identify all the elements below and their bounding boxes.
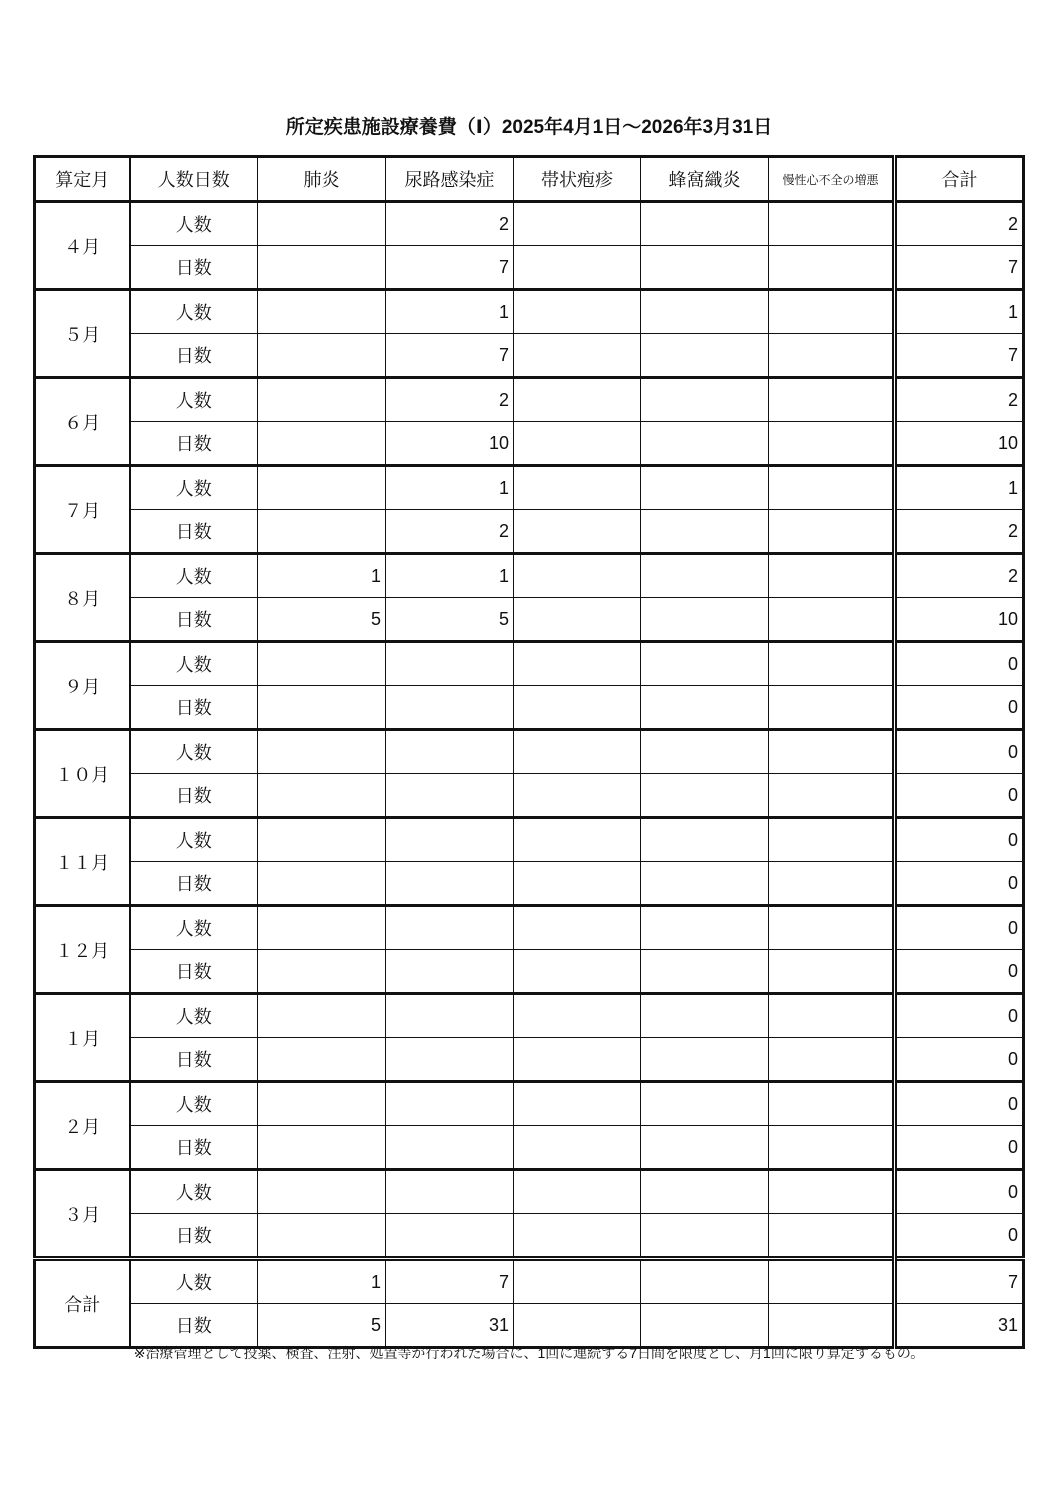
month-label: 合計 bbox=[35, 1259, 130, 1348]
month-label: １２月 bbox=[35, 906, 130, 994]
value-cell bbox=[514, 1082, 641, 1126]
value-cell bbox=[514, 422, 641, 466]
table-row bbox=[35, 290, 1024, 334]
month-label: ２月 bbox=[35, 1082, 130, 1170]
row-type-label: 人数 bbox=[130, 1170, 258, 1214]
table-row bbox=[35, 950, 1024, 994]
value-cell bbox=[769, 906, 895, 950]
column-header: 帯状疱疹 bbox=[514, 157, 641, 202]
value-cell: 5 bbox=[258, 598, 386, 642]
value-cell bbox=[258, 774, 386, 818]
value-cell bbox=[258, 246, 386, 290]
table-row bbox=[35, 1214, 1024, 1259]
month-label: ５月 bbox=[35, 290, 130, 378]
value-cell bbox=[258, 466, 386, 510]
value-cell bbox=[769, 510, 895, 554]
row-type-label: 人数 bbox=[130, 202, 258, 246]
value-cell bbox=[386, 950, 514, 994]
value-cell bbox=[769, 1304, 895, 1348]
total-cell: 7 bbox=[895, 334, 1024, 378]
value-cell: 7 bbox=[386, 1259, 514, 1304]
row-type-label: 日数 bbox=[130, 1038, 258, 1082]
row-type-label: 人数 bbox=[130, 1259, 258, 1304]
value-cell bbox=[769, 334, 895, 378]
table-row bbox=[35, 554, 1024, 598]
value-cell bbox=[258, 906, 386, 950]
value-cell bbox=[514, 202, 641, 246]
document-title: 所定疾患施設療養費（Ⅰ）2025年4月1日～2026年3月31日 bbox=[285, 117, 773, 138]
value-cell bbox=[514, 1214, 641, 1259]
value-cell bbox=[769, 202, 895, 246]
value-cell bbox=[769, 1259, 895, 1304]
value-cell bbox=[514, 466, 641, 510]
value-cell: 2 bbox=[386, 202, 514, 246]
row-type-label: 日数 bbox=[130, 598, 258, 642]
value-cell: 2 bbox=[386, 510, 514, 554]
value-cell: 1 bbox=[386, 554, 514, 598]
value-cell bbox=[641, 378, 769, 422]
table-row bbox=[35, 378, 1024, 422]
row-type-label: 日数 bbox=[130, 862, 258, 906]
value-cell bbox=[769, 686, 895, 730]
table-row bbox=[35, 906, 1024, 950]
row-type-label: 人数 bbox=[130, 642, 258, 686]
table-row bbox=[35, 862, 1024, 906]
value-cell bbox=[641, 1170, 769, 1214]
table-row bbox=[35, 686, 1024, 730]
total-cell: 0 bbox=[895, 1126, 1024, 1170]
value-cell bbox=[641, 906, 769, 950]
total-cell: 0 bbox=[895, 642, 1024, 686]
value-cell bbox=[514, 1126, 641, 1170]
value-cell bbox=[641, 642, 769, 686]
column-header: 人数日数 bbox=[130, 157, 258, 202]
value-cell bbox=[641, 950, 769, 994]
value-cell bbox=[386, 818, 514, 862]
total-cell: 1 bbox=[895, 290, 1024, 334]
table-row bbox=[35, 1259, 1024, 1304]
total-cell: 0 bbox=[895, 906, 1024, 950]
facility-care-cost-table bbox=[33, 155, 1025, 1349]
value-cell bbox=[641, 422, 769, 466]
column-header: 慢性心不全の増悪 bbox=[769, 157, 895, 202]
table-row bbox=[35, 598, 1024, 642]
value-cell bbox=[386, 1082, 514, 1126]
value-cell: 1 bbox=[258, 554, 386, 598]
total-cell: 0 bbox=[895, 950, 1024, 994]
total-cell: 0 bbox=[895, 862, 1024, 906]
value-cell bbox=[386, 642, 514, 686]
row-type-label: 人数 bbox=[130, 730, 258, 774]
table-row bbox=[35, 818, 1024, 862]
table-row bbox=[35, 774, 1024, 818]
value-cell bbox=[641, 774, 769, 818]
row-type-label: 日数 bbox=[130, 1214, 258, 1259]
value-cell bbox=[641, 818, 769, 862]
value-cell bbox=[258, 378, 386, 422]
column-header: 算定月 bbox=[35, 157, 130, 202]
row-type-label: 日数 bbox=[130, 422, 258, 466]
value-cell bbox=[641, 554, 769, 598]
value-cell bbox=[386, 730, 514, 774]
row-type-label: 人数 bbox=[130, 466, 258, 510]
value-cell bbox=[641, 1038, 769, 1082]
value-cell: 1 bbox=[386, 466, 514, 510]
total-cell: 0 bbox=[895, 818, 1024, 862]
value-cell bbox=[514, 642, 641, 686]
value-cell bbox=[258, 202, 386, 246]
value-cell bbox=[769, 1082, 895, 1126]
value-cell bbox=[514, 378, 641, 422]
value-cell bbox=[258, 686, 386, 730]
total-cell: 0 bbox=[895, 1170, 1024, 1214]
value-cell bbox=[514, 906, 641, 950]
column-header: 蜂窩織炎 bbox=[641, 157, 769, 202]
value-cell bbox=[514, 1259, 641, 1304]
value-cell bbox=[258, 1170, 386, 1214]
value-cell bbox=[258, 1038, 386, 1082]
column-header: 合計 bbox=[895, 157, 1024, 202]
header-row bbox=[35, 157, 1024, 202]
month-label: ４月 bbox=[35, 202, 130, 290]
value-cell bbox=[769, 642, 895, 686]
value-cell bbox=[386, 906, 514, 950]
value-cell bbox=[514, 598, 641, 642]
row-type-label: 人数 bbox=[130, 554, 258, 598]
value-cell bbox=[514, 994, 641, 1038]
value-cell bbox=[386, 686, 514, 730]
total-cell: 0 bbox=[895, 730, 1024, 774]
table-row bbox=[35, 334, 1024, 378]
table-row bbox=[35, 1126, 1024, 1170]
value-cell bbox=[258, 950, 386, 994]
value-cell bbox=[386, 774, 514, 818]
value-cell bbox=[641, 1126, 769, 1170]
value-cell bbox=[769, 246, 895, 290]
value-cell bbox=[641, 1082, 769, 1126]
total-cell: 7 bbox=[895, 1259, 1024, 1304]
value-cell bbox=[641, 730, 769, 774]
value-cell bbox=[769, 1214, 895, 1259]
value-cell bbox=[641, 686, 769, 730]
row-type-label: 日数 bbox=[130, 950, 258, 994]
value-cell: 1 bbox=[386, 290, 514, 334]
value-cell: 7 bbox=[386, 334, 514, 378]
value-cell bbox=[514, 1038, 641, 1082]
month-label: ３月 bbox=[35, 1170, 130, 1259]
row-type-label: 人数 bbox=[130, 818, 258, 862]
row-type-label: 日数 bbox=[130, 510, 258, 554]
total-cell: 31 bbox=[895, 1304, 1024, 1348]
value-cell bbox=[386, 862, 514, 906]
row-type-label: 日数 bbox=[130, 774, 258, 818]
value-cell bbox=[514, 554, 641, 598]
value-cell bbox=[258, 334, 386, 378]
value-cell bbox=[514, 686, 641, 730]
month-label: １月 bbox=[35, 994, 130, 1082]
total-cell: 2 bbox=[895, 378, 1024, 422]
value-cell bbox=[386, 1126, 514, 1170]
row-type-label: 人数 bbox=[130, 1082, 258, 1126]
month-label: １０月 bbox=[35, 730, 130, 818]
row-type-label: 日数 bbox=[130, 1126, 258, 1170]
total-cell: 0 bbox=[895, 1214, 1024, 1259]
value-cell bbox=[258, 1214, 386, 1259]
value-cell bbox=[769, 862, 895, 906]
table-row bbox=[35, 730, 1024, 774]
value-cell bbox=[641, 246, 769, 290]
total-cell: 0 bbox=[895, 1038, 1024, 1082]
total-cell: 0 bbox=[895, 1082, 1024, 1126]
value-cell bbox=[769, 818, 895, 862]
value-cell bbox=[514, 334, 641, 378]
value-cell bbox=[769, 730, 895, 774]
value-cell bbox=[769, 1126, 895, 1170]
value-cell bbox=[258, 994, 386, 1038]
value-cell bbox=[258, 422, 386, 466]
value-cell bbox=[769, 554, 895, 598]
value-cell bbox=[641, 598, 769, 642]
row-type-label: 日数 bbox=[130, 686, 258, 730]
row-type-label: 日数 bbox=[130, 1304, 258, 1348]
column-header: 尿路感染症 bbox=[386, 157, 514, 202]
value-cell bbox=[386, 1214, 514, 1259]
month-label: ７月 bbox=[35, 466, 130, 554]
table-row bbox=[35, 466, 1024, 510]
value-cell: 7 bbox=[386, 246, 514, 290]
total-cell: 0 bbox=[895, 774, 1024, 818]
value-cell bbox=[258, 1126, 386, 1170]
table-row bbox=[35, 1304, 1024, 1348]
total-cell: 2 bbox=[895, 510, 1024, 554]
value-cell bbox=[641, 290, 769, 334]
value-cell bbox=[769, 994, 895, 1038]
value-cell bbox=[514, 290, 641, 334]
column-header: 肺炎 bbox=[258, 157, 386, 202]
value-cell: 5 bbox=[258, 1304, 386, 1348]
table-row bbox=[35, 1038, 1024, 1082]
value-cell bbox=[641, 1304, 769, 1348]
total-cell: 0 bbox=[895, 994, 1024, 1038]
total-cell: 10 bbox=[895, 598, 1024, 642]
table-row bbox=[35, 642, 1024, 686]
row-type-label: 人数 bbox=[130, 994, 258, 1038]
row-type-label: 人数 bbox=[130, 290, 258, 334]
value-cell: 2 bbox=[386, 378, 514, 422]
table-row bbox=[35, 202, 1024, 246]
value-cell bbox=[514, 1170, 641, 1214]
value-cell bbox=[641, 1259, 769, 1304]
value-cell bbox=[641, 862, 769, 906]
row-type-label: 人数 bbox=[130, 906, 258, 950]
value-cell bbox=[514, 730, 641, 774]
value-cell bbox=[641, 466, 769, 510]
month-label: ９月 bbox=[35, 642, 130, 730]
value-cell bbox=[769, 422, 895, 466]
value-cell bbox=[258, 818, 386, 862]
value-cell bbox=[769, 1038, 895, 1082]
table-row bbox=[35, 422, 1024, 466]
month-label: ８月 bbox=[35, 554, 130, 642]
row-type-label: 日数 bbox=[130, 246, 258, 290]
value-cell bbox=[641, 510, 769, 554]
value-cell: 1 bbox=[258, 1259, 386, 1304]
footnote: ※治療管理として投薬、検査、注射、処置等が行われた場合に、1回に連続する7日間を限度とし、月1回に限り算定するもの。 bbox=[133, 1345, 925, 1361]
value-cell: 31 bbox=[386, 1304, 514, 1348]
value-cell bbox=[258, 1082, 386, 1126]
value-cell bbox=[514, 862, 641, 906]
value-cell bbox=[386, 994, 514, 1038]
total-cell: 2 bbox=[895, 554, 1024, 598]
value-cell bbox=[769, 598, 895, 642]
value-cell bbox=[386, 1038, 514, 1082]
table-row bbox=[35, 510, 1024, 554]
total-cell: 1 bbox=[895, 466, 1024, 510]
value-cell bbox=[641, 334, 769, 378]
total-cell: 10 bbox=[895, 422, 1024, 466]
total-cell: 7 bbox=[895, 246, 1024, 290]
month-label: ６月 bbox=[35, 378, 130, 466]
value-cell bbox=[769, 774, 895, 818]
value-cell: 10 bbox=[386, 422, 514, 466]
value-cell bbox=[769, 378, 895, 422]
month-label: １１月 bbox=[35, 818, 130, 906]
value-cell bbox=[769, 1170, 895, 1214]
total-cell: 0 bbox=[895, 686, 1024, 730]
value-cell bbox=[514, 246, 641, 290]
value-cell bbox=[769, 290, 895, 334]
value-cell: 5 bbox=[386, 598, 514, 642]
value-cell bbox=[258, 642, 386, 686]
value-cell bbox=[514, 818, 641, 862]
value-cell bbox=[514, 950, 641, 994]
row-type-label: 人数 bbox=[130, 378, 258, 422]
total-cell: 2 bbox=[895, 202, 1024, 246]
value-cell bbox=[641, 994, 769, 1038]
value-cell bbox=[258, 290, 386, 334]
table-row bbox=[35, 246, 1024, 290]
value-cell bbox=[258, 730, 386, 774]
value-cell bbox=[641, 1214, 769, 1259]
value-cell bbox=[769, 950, 895, 994]
table-row bbox=[35, 1170, 1024, 1214]
value-cell bbox=[258, 510, 386, 554]
value-cell bbox=[769, 466, 895, 510]
row-type-label: 日数 bbox=[130, 334, 258, 378]
value-cell bbox=[641, 202, 769, 246]
table-row bbox=[35, 1082, 1024, 1126]
value-cell bbox=[514, 774, 641, 818]
value-cell bbox=[514, 510, 641, 554]
table-row bbox=[35, 994, 1024, 1038]
value-cell bbox=[386, 1170, 514, 1214]
value-cell bbox=[514, 1304, 641, 1348]
value-cell bbox=[258, 862, 386, 906]
